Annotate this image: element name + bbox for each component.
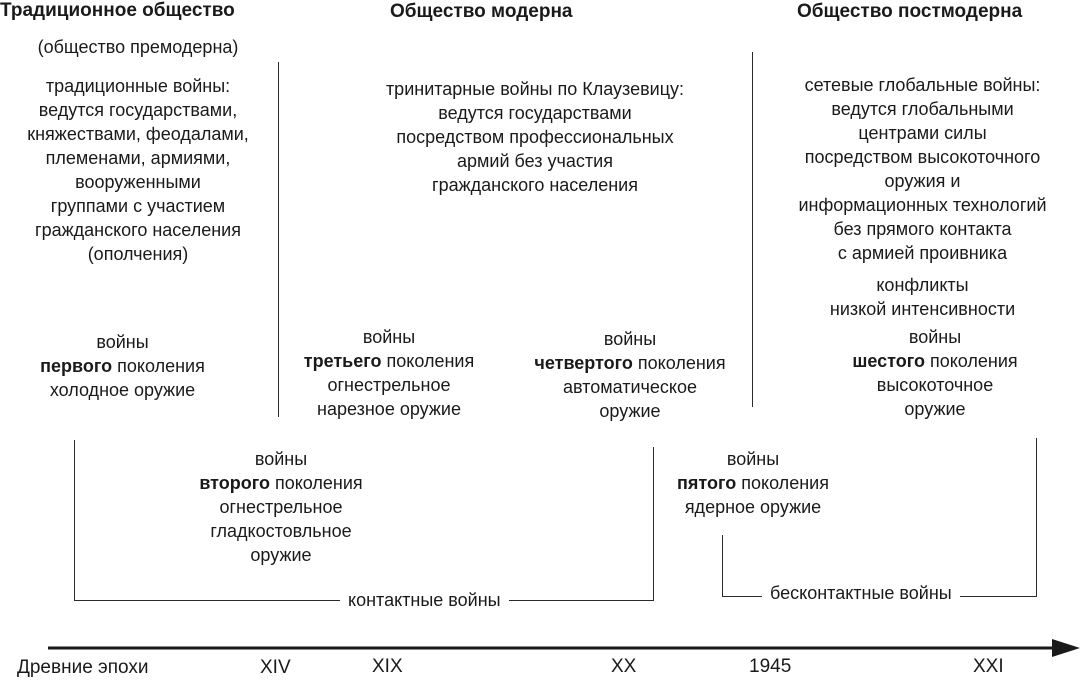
- premodern-subtitle: (общество премодерна): [37, 37, 239, 57]
- traditional-wars-line: вооруженными: [75, 172, 201, 192]
- trinitarian-wars-line: ведутся государствами: [438, 103, 632, 123]
- weapon-line: оружие: [599, 401, 661, 421]
- timeline-arrowhead: [1052, 639, 1080, 657]
- network-wars-line: посредством высокоточного: [804, 147, 1041, 167]
- generation-ordinal: третьего: [303, 351, 382, 371]
- weapon-line: высокоточное: [876, 375, 994, 395]
- generation-word: поколения: [632, 353, 726, 373]
- generation-ordinal: пятого: [677, 473, 737, 493]
- traditional-wars-line: племенами, армиями,: [45, 148, 231, 168]
- weapon-line: ядерное оружие: [684, 497, 822, 517]
- generation-word: поколения: [112, 356, 205, 376]
- conflicts-line: низкой интенсивности: [829, 299, 1016, 319]
- wars-word: войны: [908, 327, 962, 347]
- noncontact-wars-label: бесконтактные войны: [762, 583, 960, 604]
- weapon-line: оружие: [250, 545, 312, 565]
- generation-word: поколения: [736, 473, 829, 493]
- weapon-line: огнестрельное: [219, 497, 343, 517]
- weapon-line: гладкостовльное: [210, 521, 352, 541]
- era-xx: XX: [611, 656, 637, 677]
- header-traditional-society: Традиционное общество: [0, 0, 235, 21]
- weapon-line: холодное оружие: [49, 380, 196, 400]
- wars-word: войны: [254, 449, 308, 469]
- network-wars-line: ведутся глобальными: [831, 99, 1014, 119]
- traditional-wars-line: (ополчения): [87, 244, 189, 264]
- trinitarian-wars-line: армий без участия: [457, 151, 613, 171]
- network-wars-line: оружия и: [884, 171, 961, 191]
- traditional-wars-line: княжествами, феодалами,: [27, 124, 249, 144]
- traditional-wars-line: гражданского населения: [35, 220, 241, 240]
- traditional-wars-line: традиционные войны:: [45, 76, 231, 96]
- generation-ordinal: второго: [199, 473, 270, 493]
- era-xix: XIX: [372, 656, 403, 677]
- wars-word: войны: [603, 329, 657, 349]
- header-postmodern-society: Общество постмодерна: [797, 1, 1023, 22]
- traditional-wars-line: группами с участием: [50, 196, 226, 216]
- contact-wars-label: контактные войны: [340, 590, 509, 611]
- weapon-line: автоматическое: [562, 377, 697, 397]
- era-1945: 1945: [749, 656, 792, 677]
- trinitarian-wars-line: тринитарные войны по Клаузевицу:: [385, 79, 685, 99]
- trinitarian-wars-line: гражданского населения: [432, 175, 638, 195]
- wars-word: войны: [362, 327, 416, 347]
- trinitarian-wars-line: посредством профессиональных: [396, 127, 674, 147]
- generation-word: поколения: [269, 473, 363, 493]
- network-wars-line: центрами силы: [858, 123, 987, 143]
- weapon-line: нарезное оружие: [317, 399, 461, 419]
- wars-word: войны: [726, 449, 780, 469]
- weapon-line: оружие: [904, 399, 966, 419]
- generation-ordinal: четвертого: [534, 353, 633, 373]
- conflicts-line: конфликты: [876, 275, 969, 295]
- era-xiv: XIV: [260, 657, 291, 678]
- generation-ordinal: первого: [40, 356, 113, 376]
- traditional-wars-line: ведутся государствами,: [38, 100, 238, 120]
- network-wars-line: информационных технологий: [798, 195, 1047, 215]
- generation-word: поколения: [381, 351, 475, 371]
- generation-word: поколения: [924, 351, 1018, 371]
- wars-word: войны: [96, 332, 149, 352]
- weapon-line: огнестрельное: [327, 375, 451, 395]
- network-wars-line: без прямого контакта: [833, 219, 1012, 239]
- network-wars-line: сетевые глобальные войны:: [804, 75, 1041, 95]
- era-xxi: XXI: [973, 656, 1004, 677]
- era-ancient: Древние эпохи: [17, 657, 149, 678]
- generation-ordinal: шестого: [852, 351, 925, 371]
- header-modern-society: Общество модерна: [390, 1, 573, 22]
- network-wars-line: с армией проивника: [837, 243, 1008, 263]
